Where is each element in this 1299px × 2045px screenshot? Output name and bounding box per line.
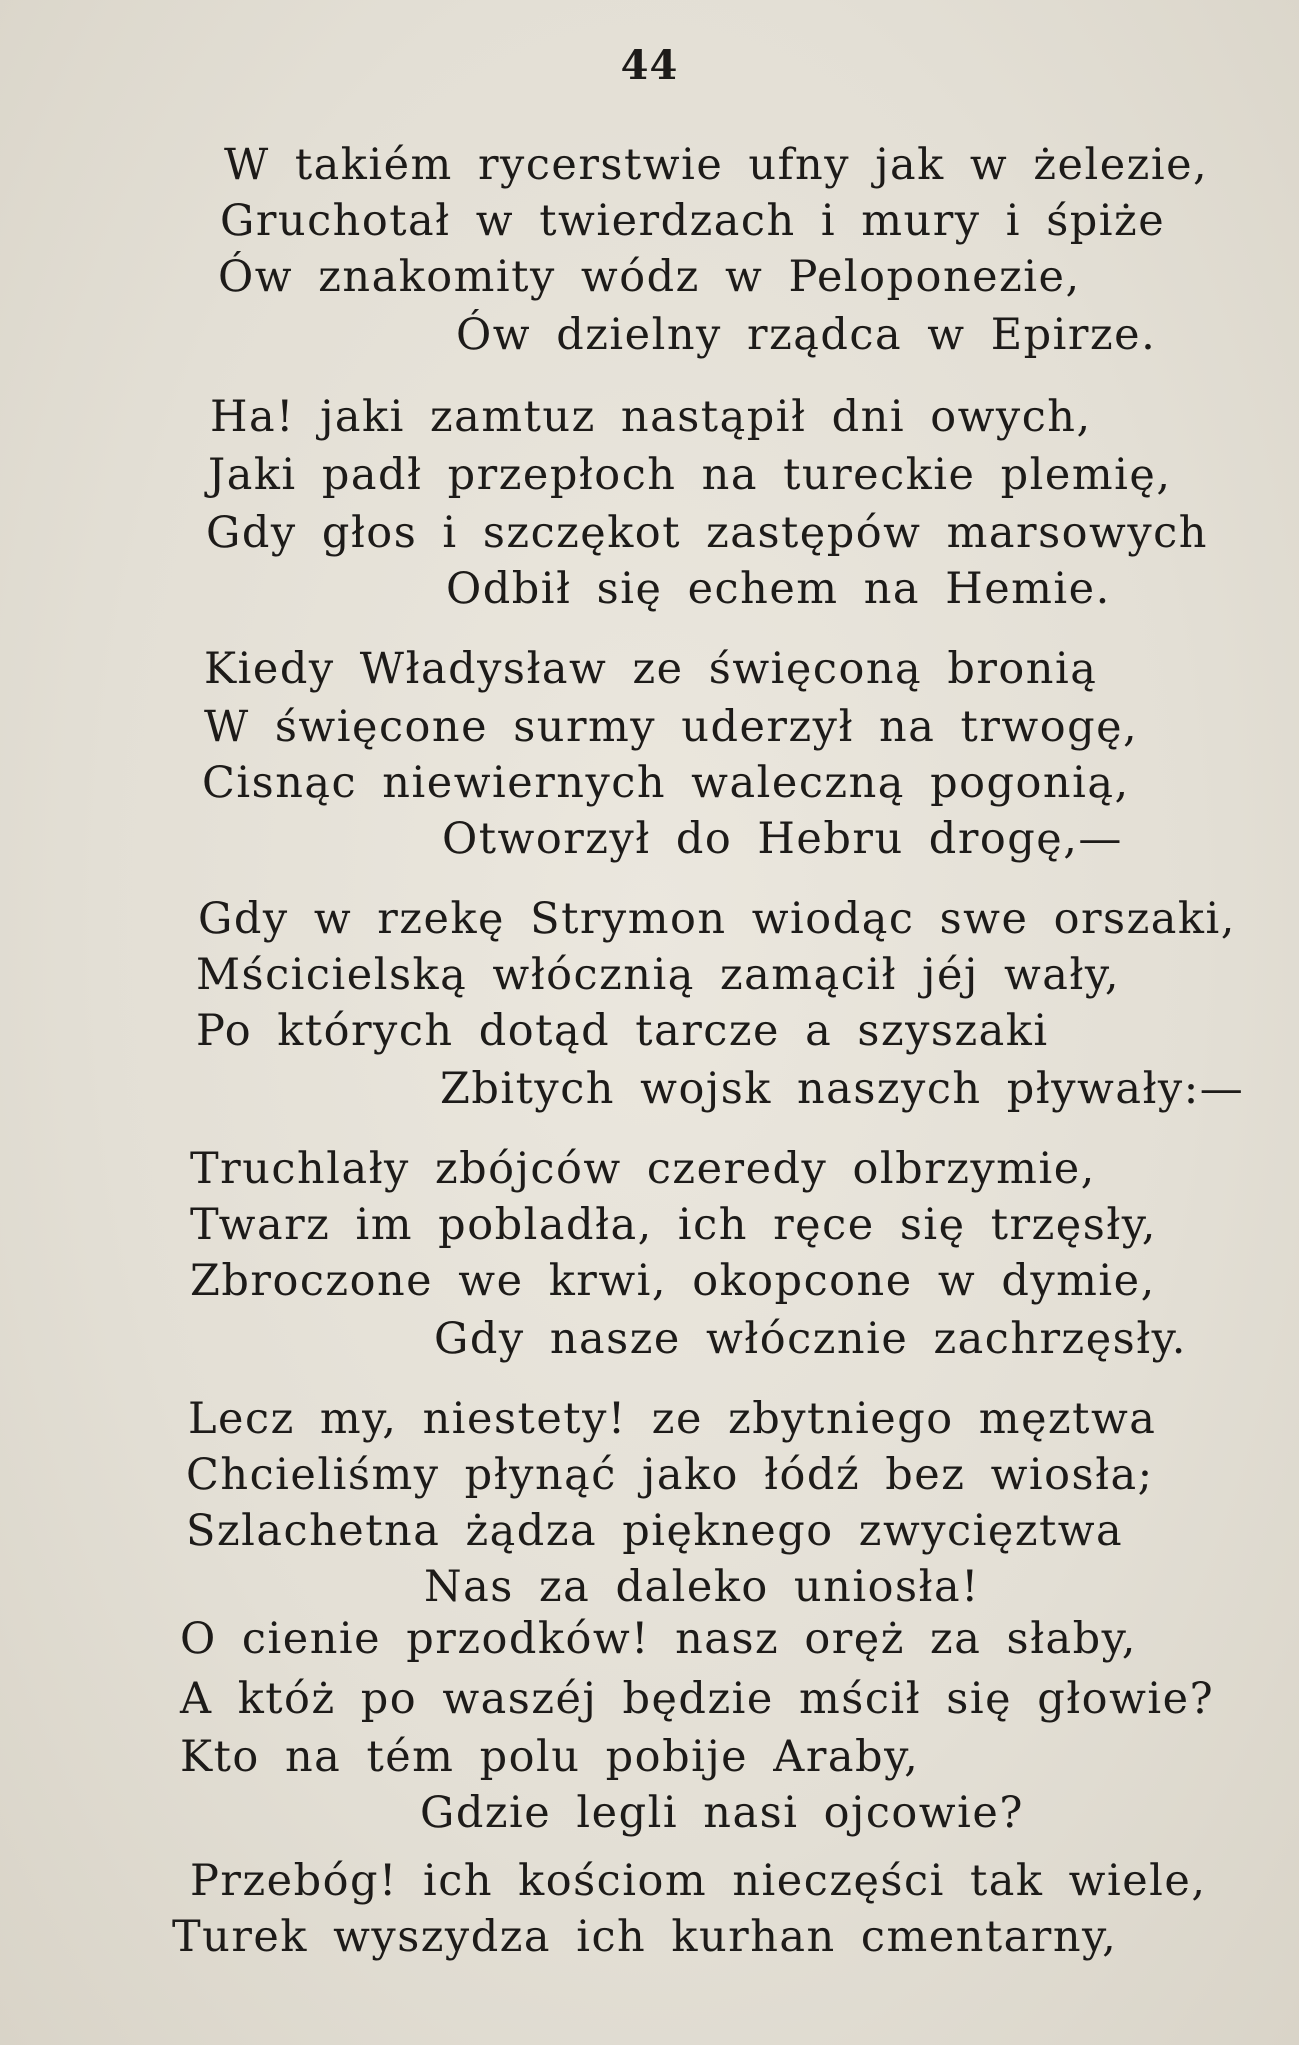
poem-line: Truchlały zbójców czeredy olbrzymie, [190, 1144, 1096, 1194]
poem-line: Przebóg! ich kościom nieczęści tak wiele, [190, 1856, 1207, 1906]
poem-line: Gdy w rzekę Strymon wiodąc swe orszaki, [198, 894, 1236, 944]
poem-line: Kto na tém polu pobije Araby, [180, 1732, 920, 1782]
poem-line: Ów dzielny rządca w Epirze. [456, 310, 1157, 360]
poem-line: Zbroczone we krwi, okopcone w dymie, [190, 1256, 1156, 1306]
poem-line: Zbitych wojsk naszych pływały:— [440, 1064, 1245, 1114]
poem-line: Gdy głos i szczękot zastępów marsowych [206, 508, 1208, 558]
poem-line: Odbił się echem na Hemie. [446, 564, 1111, 614]
poem-line: Chcieliśmy płynąć jako łódź bez wiosła; [186, 1450, 1154, 1500]
poem-line: Ha! jaki zamtuz nastąpił dni owych, [210, 392, 1092, 442]
poem-line: W święcone surmy uderzył na trwogę, [204, 702, 1139, 752]
poem-line: Gruchotał w twierdzach i mury i śpiże [220, 196, 1166, 246]
poem-line: Ów znakomity wódz w Peloponezie, [218, 252, 1081, 302]
poem-line: O cienie przodków! nasz oręż za słaby, [180, 1614, 1137, 1664]
poem-line: Nas za daleko uniosła! [424, 1562, 980, 1612]
poem-line: Turek wyszydza ich kurhan cmentarny, [172, 1912, 1118, 1962]
poem-line: Mścicielską włócznią zamącił jéj wały, [196, 950, 1121, 1000]
poem-line: Gdy nasze włócznie zachrzęsły. [434, 1314, 1187, 1364]
poem-line: Jaki padł przepłoch na tureckie plemię, [208, 450, 1172, 500]
poem-line: Kiedy Władysław ze święconą bronią [204, 644, 1098, 694]
page-number: 44 [620, 42, 679, 89]
poem-line: A któż po waszéj będzie mścił się głowie? [180, 1674, 1215, 1724]
poem-line: Po których dotąd tarcze a szyszaki [196, 1006, 1049, 1056]
poem-line: Szlachetna żądza pięknego zwycięztwa [186, 1506, 1124, 1556]
poem-line: W takiém rycerstwie ufny jak w żelezie, [224, 140, 1209, 190]
poem-line: Otworzył do Hebru drogę,— [442, 814, 1123, 864]
poem-line: Lecz my, niestety! ze zbytniego męztwa [188, 1394, 1157, 1444]
poem-line: Gdzie legli nasi ojcowie? [420, 1788, 1024, 1838]
poem-line: Cisnąc niewiernych waleczną pogonią, [202, 758, 1130, 808]
poem-line: Twarz im pobladła, ich ręce się trzęsły, [190, 1200, 1157, 1250]
